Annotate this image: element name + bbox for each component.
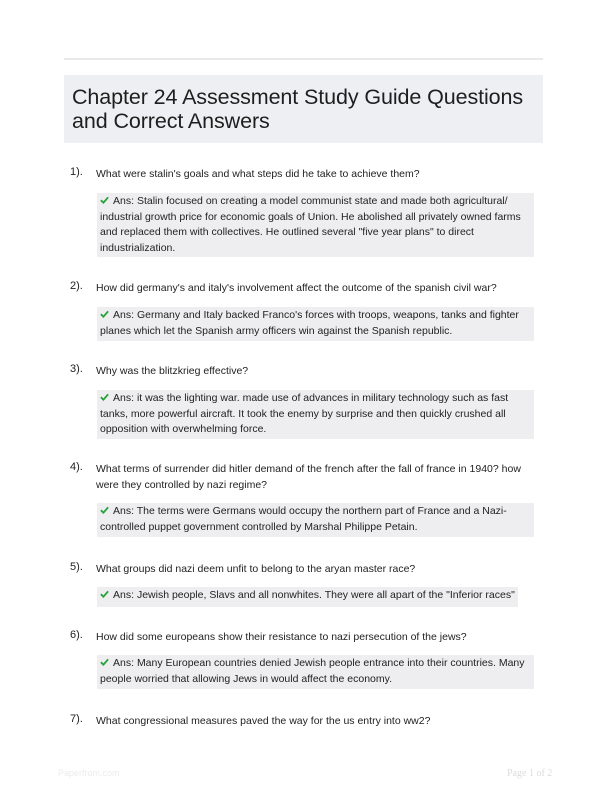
question-number: 4).: [70, 461, 83, 473]
answer-text: Germany and Italy backed Franco's forces with troops, weapons, tanks and fighter planes which let the Spanish army officers win against the Spanish republic.: [100, 309, 519, 337]
title-banner: [64, 75, 543, 143]
question-number: 5).: [70, 561, 83, 573]
question-text: What were stalin's goals and what steps did he take to achieve them?: [96, 168, 420, 180]
question-text: Why was the blitzkrieg effective?: [96, 365, 249, 377]
answer-box: [97, 503, 534, 537]
question-number: 3).: [70, 363, 83, 375]
question-number: 2).: [70, 280, 83, 292]
check-icon: [100, 658, 109, 666]
answer-text: Many European countries denied Jewish people entrance into their countries. Many people worried that allowing Jews in would affect the economy.: [100, 657, 525, 685]
answer-prefix: Ans:: [113, 392, 135, 404]
question-number: 6).: [70, 629, 83, 641]
answer-text: Stalin focused on creating a model communist state and made both agricultural/ industrial growth price for economic goals of Union. He abolished all privately owned farms and replaced them with collectives. He outlined several "five year plans" to direct industrialization.: [100, 195, 521, 254]
question-text: What terms of surrender did hitler demand of the french after the fall of france in 1940? how were they controlled by nazi regime?: [96, 463, 521, 491]
page-indicator: Page 1 of 2: [507, 768, 553, 779]
answer-text: The terms were Germans would occupy the northern part of France and a Nazi-controlled puppet government controlled by Marshal Philippe Petain.: [100, 505, 507, 533]
check-icon: [100, 590, 109, 598]
answer-prefix: Ans:: [113, 309, 135, 321]
answer-prefix: Ans:: [113, 195, 135, 207]
top-divider: [64, 58, 543, 60]
answer-text: Jewish people, Slavs and all nonwhites. They were all apart of the "Inferior races": [136, 589, 515, 601]
answer-text: it was the lighting war. made use of advances in military technology such as fast tanks, more powerful aircraft. It took the enemy by surprise and then quickly crushed all opposition with overwhelming force.: [100, 392, 509, 436]
footer-site: Paperfrom.com: [58, 768, 120, 778]
question-text: What groups did nazi deem unfit to belong to the aryan master race?: [96, 563, 416, 575]
check-icon: [100, 506, 109, 514]
question-text: How did some europeans show their resistance to nazi persecution of the jews?: [96, 631, 467, 643]
answer-box: [97, 587, 518, 607]
answer-box: [97, 390, 534, 439]
answer-box: [97, 193, 534, 257]
question-text: What congressional measures paved the way for the us entry into ww2?: [96, 715, 431, 727]
check-icon: [100, 393, 109, 401]
page-title: Chapter 24 Assessment Study Guide Questions and Correct Answers: [72, 85, 524, 133]
answer-box: [97, 307, 534, 341]
answer-prefix: Ans:: [113, 589, 135, 601]
question-number: 1).: [70, 166, 83, 178]
check-icon: [100, 310, 109, 318]
answer-prefix: Ans:: [113, 505, 135, 517]
question-text: How did germany's and italy's involvement affect the outcome of the spanish civil war?: [96, 282, 497, 294]
answer-prefix: Ans:: [113, 657, 135, 669]
question-number: 7).: [70, 713, 83, 725]
answer-box: [97, 655, 534, 689]
check-icon: [100, 196, 109, 204]
